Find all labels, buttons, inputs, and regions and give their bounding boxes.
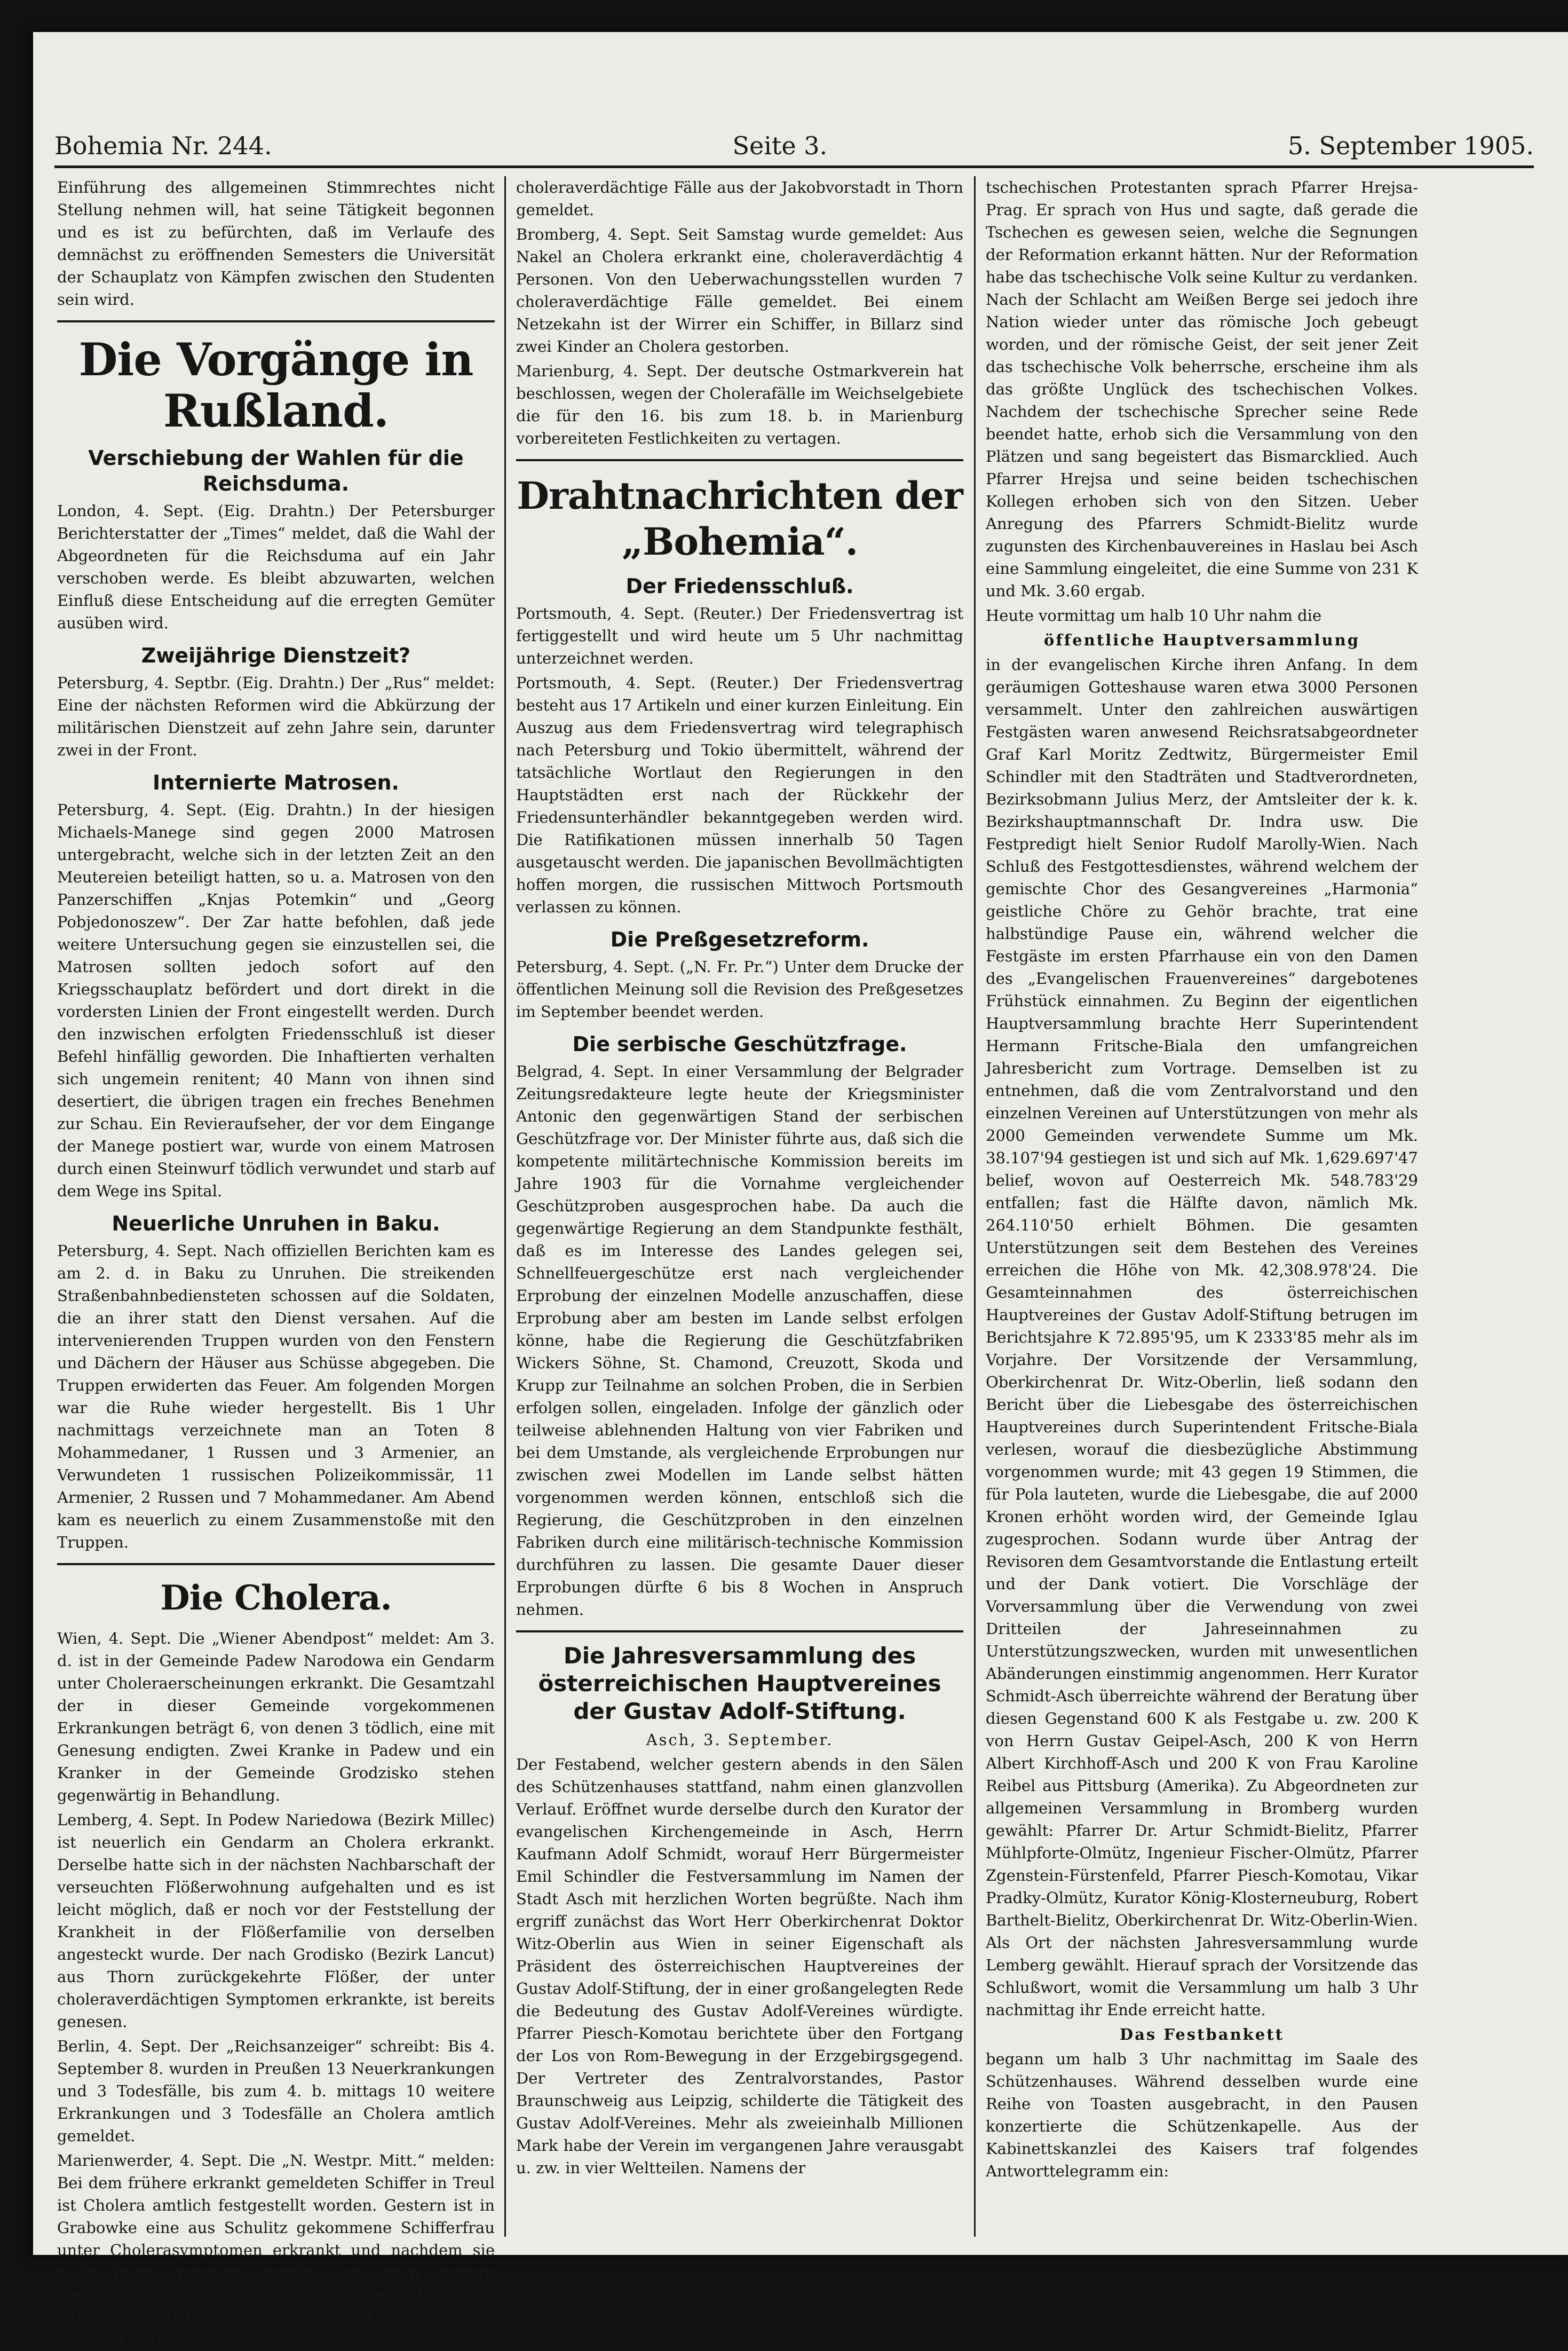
article-cholera-lemberg: Lemberg, 4. Sept. In Podew Nariedowa (Bezirk Millec) ist neuerlich ein Gendarm an Cholera erkrankt. Derselbe hatte sich in der nächsten Nachbarschaft der verseuchten Flößerwohnung aufgehalten und es ist leicht möglich, daß er noch vor der Feststellung der Krankheit in der Flößerfamilie von derselben angesteckt wurde. Der nach Grodisko (Bezirk Lancut) aus Thorn zurückgekehrte Flößer, der unter choleraverdächtigen Symptomen erkrankte, ist bereits genesen. — [57, 1811, 495, 2031]
headline-russia: Die Vorgänge in Rußland. — [78, 333, 473, 437]
article-friedensschluss-1: Portsmouth, 4. Sept. (Reuter.) Der Friedensvertrag ist fertiggestellt und wird heute um 5 Uhr nachmittag unterzeichnet werden. — [516, 604, 963, 667]
subhead-baku: Neuerliche Unruhen in Baku. — [112, 1212, 440, 1235]
section-rule — [57, 1563, 495, 1565]
article-pressgesetz: Petersburg, 4. Sept. („N. Fr. Pr.“) Unter dem Drucke der öffentlichen Meinung soll die Revision des Preßgesetzes im September beendet werden. — [516, 958, 963, 1021]
article-cont-2: Heute vormittag um halb 10 Uhr nahm die — [986, 606, 1322, 625]
article-geschuetzfrage: Belgrad, 4. Sept. In einer Versammlung der Belgrader Zeitungsredakteure legte heute der Kriegsminister Antonic den gegenwärtigen Stand der serbischen Geschützfrage vor. Der Minister führte aus, daß sich die kompetente militärtechnische Kommission bereits im Jahre 1903 für die Vornahme vergleichender Geschützproben ausgesprochen habe. Da auch die gegenwärtige Regierung an dem Standpunkte festhält, daß es im Interesse des Landes gelegen sei, Schnellfeuergeschütze erst nach vergleichender Erprobung der einzelnen Modelle anzuschaffen, diese Erprobung aber am besten im Lande selbst erfolgen könne, habe die Regierung die Geschützfabriken Wickers Söhne, St. Chamond, Creuzott, Skoda und Krupp zur Teilnahme an solchen Proben, die in Serbien erfolgen sollen, eingeladen. Infolge der gänzlich oder teilweise ablehnenden Haltung von vier Fabriken und bei dem Umstande, als vergleichende Erprobungen nur zwischen zwei Modellen im Lande selbst hätten vorgenommen werden können, entschloß sich die Regierung, die Geschützproben in den einzelnen Fabriken durch eine militärisch-technische Kommission durchführen zu lassen. Die gesamte Dauer dieser Erprobungen dürfte 6 bis 8 Wochen in Anspruch nehmen. — [516, 1062, 963, 1619]
page-header — [54, 96, 1534, 160]
article-cholera-berlin: Berlin, 4. Sept. Der „Reichsanzeiger“ schreibt: Bis 4. September 8. wurden in Preußen 13 Neuerkrankungen und 3 Todesfälle, bis zum 4. b. mittags 10 weitere Erkrankungen und 3 Todesfälle an Cholera amtlich gemeldet. — [57, 2037, 495, 2145]
article-dienstzeit: Petersburg, 4. Septbr. (Eig. Drahtn.) Der „Rus“ meldet: Eine der nächsten Reformen wird die Abkürzung der militärischen Dienstzeit auf zehn Jahre sein, darunter zwei in der Front. — [57, 674, 495, 759]
article-matrosen: Petersburg, 4. Sept. (Eig. Drahtn.) In der hiesigen Michaels-Manege sind gegen 2000 Matrosen untergebracht, welche sich in der letzten Zeit an den Meutereien beteiligt hatten, so u. a. Matrosen von den Panzerschiffen „Knjas Potemkin“ und „Georg Pobjedonoszew“. Der Zar hatte befohlen, daß jede weitere Untersuchung gegen sie einzustellen sei, die Matrosen sollten jedoch sofort auf den Kriegsschauplatz befördert und dort direkt in die vordersten Linien der Front eingestellt werden. Durch den inzwischen erfolgten Friedensschluß ist dieser Befehl hinfällig geworden. Die Inhaftierten verhalten sich ungemein renitent; 40 Mann von ihnen sind desertiert, die übrigen tragen ein freches Benehmen zur Schau. Ein Revieraufseher, der vor dem Eingange der Manege postiert war, wurde von einem Matrosen durch einen Steinwurf tödlich verwundet und starb auf dem Wege ins Spital. — [57, 801, 495, 1200]
header-date: 5. September 1905. — [1288, 131, 1534, 160]
column-divider — [504, 176, 506, 2237]
header-rule — [54, 165, 1534, 168]
article-hauptversammlung: in der evangelischen Kirche ihren Anfang. In dem geräumigen Gotteshause waren etwa 3000 Personen versammelt. Unter den zahlreichen auswärtigen Festgästen waren anwesend Reichsratsabgeordneter Graf Karl Moritz Zedtwitz, Bürgermeister Emil Schindler mit den Stadträten und Stadtverordneten, Bezirksobmann Julius Merz, der Amtsleiter der k. k. Bezirkshauptmannschaft Dr. Indra usw. Die Festpredigt hielt Senior Rudolf Marolly-Wien. Nach Schluß des Festgottesdienstes, während welchem der gemischte Chor des Gesangvereines „Harmonia“ geistliche Chöre zu Gehör brachte, trat eine halbstündige Pause ein, während welcher die Festgäste im ersten Pfarrhause ein von den Damen des „Evangelischen Frauenvereines“ dargebotenes Frühstück einnahmen. Zu Beginn der eigentlichen Hauptversammlung brachte Herr Superintendent Hermann Fritsche-Biala den umfangreichen Jahresbericht zum Vortrage. Demselben ist zu entnehmen, daß die vom Zentralvorstand und den einzelnen Vereinen auf Unterstützungen von mehr als 2000 Gemeinden verwendete Summe um Mk. 38.107'94 gestiegen ist und sich auf Mk. 1,629.697'47 belief, wovon auf Oesterreich Mk. 548.783'29 entfallen; fast die Hälfte davon, nämlich Mk. 264.110'50 erhielt Böhmen. Die gesamten Unterstützungen seit dem Bestehen des Vereines erreichen die Höhe von Mk. 42,308.978'24. Die Gesamteinnahmen des österreichischen Hauptvereines der Gustav Adolf-Stiftung betrugen im Berichtsjahre K 72.895'95, um K 2333'85 mehr als im Vorjahre. Der Vorsitzende der Versammlung, Oberkirchenrat Dr. Witz-Oberlin, ließ sodann den Bericht über die Liebesgabe des österreichischen Hauptvereines durch Superintendent Fritsche-Biala verlesen, worauf die diesbezügliche Abstimmung vorgenommen wurde; mit 43 gegen 19 Stimmen, die für Pola lauteten, wurde die Liebesgabe, die auf 2000 Kronen erhöht worden wird, der Gemeinde Iglau zugesprochen. Sodann wurde über Antrag der Revisoren dem Gesamtvorstande die Entlastung erteilt und der Dank votiert. Die Vorschläge der Vorversammlung über die Verwendung von zwei Dritteilen der Jahreseinnahmen zu Unterstützungszwecken, wurden mit unwesentlichen Abänderungen einstimmig angenommen. Herr Kurator Schmidt-Asch überreichte während der Beratung über diesen Gegenstand 600 K als Festgabe u. zw. 200 K von Herrn Gustav Geipel-Asch, 200 K von Herrn Albert Kirchhoff-Asch und 200 K von Frau Karoline Reibel aus Pittsburg (Amerika). Zu Abgeordneten zur allgemeinen Versammlung in Bromberg wurden gewählt: Pfarrer Dr. Artur Schmidt-Bielitz, Pfarrer Mühlpforte-Olmütz, Ingenieur Fischer-Olmütz, Pfarrer Zgenstein-Fürstenfeld, Pfarrer Piesch-Komotau, Vikar Pradky-Olmütz, Kurator König-Klosterneuburg, Robert Barthelt-Bielitz, Oberkirchenrat Dr. Witz-Oberlin-Wien. Als Ort der nächsten Jahresversammlung wurde Lemberg gewählt. Hierauf sprach der Vorsitzende das Schlußwort, womit die Versammlung um halb 3 Uhr nachmittag ihr Ende erreicht hatte. — [986, 656, 1418, 2019]
col1-intro: Einführung des allgemeinen Stimmrechtes nicht Stellung nehmen will, hat seine Tätigkeit begonnen und es ist zu befürchten, daß im Verlaufe des demnächst zu eröffnenden Semesters die Universität der Schauplatz von Kämpfen zwischen den Studenten sein wird. — [57, 178, 495, 309]
column-divider — [974, 176, 976, 2237]
column-2 — [516, 176, 963, 2237]
section-rule — [516, 1630, 963, 1632]
subhead-matrosen: Internierte Matrosen. — [153, 771, 399, 794]
subhead-dienstzeit: Zweijährige Dienstzeit? — [141, 644, 411, 667]
col2-intro: choleraverdächtige Fälle aus der Jakobvorstadt in Thorn gemeldet. — [516, 178, 963, 219]
article-bromberg: Bromberg, 4. Sept. Seit Samstag wurde gemeldet: Aus Nakel an Cholera erkrankt eine, choleraverdächtig 4 Personen. Von den Ueberwachungsstellen wurden 7 choleraverdächtige Fälle gemeldet. Bei einem Netzekahn ist der Wirrer ein Schiffer, in Billarz sind zwei Kinder an Cholera gestorben. — [516, 225, 963, 356]
article-duma: London, 4. Sept. (Eig. Drahtn.) Der Petersburger Berichterstatter der „Times“ meldet, daß die Wahl der Abgeordneten für die Reichsduma auf ein Jahr verschoben werde. Es bleibt abzuwarten, welchen Einfluß diese Entscheidung auf die erregten Gemüter ausüben wird. — [57, 502, 495, 632]
article-marienburg: Marienburg, 4. Sept. Der deutsche Ostmarkverein hat beschlossen, wegen der Cholerafälle im Weichselgebiete die für den 16. bis zum 18. b. in Marienburg vorbereiteten Festlichkeiten zu vertagen. — [516, 362, 963, 447]
article-friedensschluss-2: Portsmouth, 4. Sept. (Reuter.) Der Friedensvertrag besteht aus 17 Artikeln und einer kurzen Einleitung. Ein Auszug aus dem Friedensvertrag wird telegraphisch nach Petersburg und Tokio übermittelt, während der tatsächliche Wortlaut den Regierungen in den Hauptstädten erst nach der Rückkehr der Friedensunterhändler bekanntgegeben werden wird. Die Ratifikationen müssen innerhalb 50 Tagen ausgetauscht werden. Die japanischen Bevollmächtigten hoffen morgen, die russischen Mittwoch Portsmouth verlassen zu können. — [516, 674, 963, 916]
header-newspaper-issue: Bohemia Nr. 244. — [54, 131, 272, 160]
article-jahresversammlung: Der Festabend, welcher gestern abends in den Sälen des Schützenhauses stattfand, nahm einen glanzvollen Verlauf. Eröffnet wurde derselbe durch den Kurator der evangelischen Kirchengemeinde in Asch, Herrn Kaufmann Adolf Schmidt, worauf Herr Bürgermeister Emil Schindler die Festversammlung im Namen der Stadt Asch mit herzlichen Worten begrüßte. Nach ihm ergriff zunächst das Wort Herr Oberkirchenrat Doktor Witz-Oberlin aus Wien in seiner Eigenschaft als Präsident des österreichischen Hauptvereines der Gustav Adolf-Stiftung, der in einer großangelegten Rede die Bedeutung des Gustav Adolf-Vereines würdigte. Pfarrer Piesch-Komotau berichtete über den Fortgang der Los von Rom-Bewegung in der Erzgebirgsgegend. Der Vertreter des Zentralvorstandes, Pastor Braunschweig aus Leipzig, schilderte die Tätigkeit des Gustav Adolf-Vereines. Mehr als zweieinhalb Millionen Mark habe der Verein im vergangenen Jahre verausgabt u. zw. in vier Weltteilen. Namens der — [516, 1755, 963, 2177]
headline-cholera: Die Cholera. — [160, 1578, 392, 1618]
subhead-festbankett: Das Festbankett — [1119, 2025, 1285, 2044]
header-page-number: Seite 3. — [732, 131, 828, 160]
section-rule — [516, 459, 963, 461]
subhead-duma: Verschiebung der Wahlen für die Reichsduma. — [88, 446, 464, 495]
column-1 — [57, 176, 495, 2349]
article-baku: Petersburg, 4. Sept. Nach offiziellen Berichten kam es am 2. d. in Baku zu Unruhen. Die streikenden Straßenbahnbediensteten schossen auf die Soldaten, die an ihrer statt den Dienst versahen. Auf die intervenierenden Truppen wurden von den Fenstern und Dächern der Häuser aus Schüsse abgegeben. Die Truppen erwiderten das Feuer. Am folgenden Morgen war die Ruhe wieder hergestellt. Bis 1 Uhr nachmittags verzeichnete man an Toten 8 Mohammedaner, 1 Russen und 3 Armenier, an Verwundeten 1 russischen Polizeikommissär, 11 Armenier, 2 Russen und 7 Mohammedaner. Am Abend kam es neuerlich zu einem Zusammenstoße mit den Truppen. — [57, 1242, 495, 1551]
headline-jahresversammlung: Die Jahresversammlung des österreichischen Hauptvereines der Gustav Adolf-Stiftung. — [538, 1643, 941, 1724]
subhead-geschuetzfrage: Die serbische Geschützfrage. — [572, 1032, 907, 1056]
subhead-pressgesetz: Die Preßgesetzreform. — [610, 928, 869, 951]
subhead-friedensschluss: Der Friedensschluß. — [625, 574, 854, 598]
article-cholera-marienwerder: Marienwerder, 4. Sept. Die „N. Westpr. Mitt.“ melden: Bei dem frühere erkrankt gemeldeten Schiffer in Treul ist Cholera amtlich festgestellt worden. Gestern ist in Grabowke eine aus Schulitz gekommene Schifferfrau unter Cholerasymptomen erkrankt und nachdem sie nach Thorn gebracht worden war, noch gestern gestorben. In Mocker bei Thorn ist gestern abends ein 14jähriges Mädchen unter Verdacht von Cholera erkrankt. Außerdem wurden zwei — [57, 2151, 495, 2349]
article-festbankett: begann um halb 3 Uhr nachmittag im Saale des Schützenhauses. Während desselben wurde eine Reihe von Toasten ausgebracht, in den Pausen konzertierte die Schützenkapelle. Aus der Kabinettskanzlei des Kaisers traf folgendes Antworttelegramm ein: — [986, 2050, 1418, 2180]
dateline-asch: Asch, 3. September. — [646, 1731, 834, 1749]
column-3 — [986, 176, 1418, 2237]
article-cont-1: tschechischen Protestanten sprach Pfarrer Hrejsa-Prag. Er sprach von Hus und sagte, daß gerade die Tschechen es gewesen seien, welche die Segnungen der Reformation erkannt hätten. Nur der Reformation habe das tschechische Volk seine Kultur zu verdanken. Nach der Schlacht am Weißen Berge sei jedoch ihre Nation wieder unter das römische Joch gebeugt worden, und der römische Geist, der seit jener Zeit das tschechische Volk beherrsche, erscheine ihm als das größte Unglück des tschechischen Volkes. Nachdem der tschechische Sprecher seine Rede beendet hatte, erhob sich die Versammlung von den Plätzen und sang begeistert das Bismarcklied. Auch Pfarrer Hrejsa und seine beiden tschechischen Kollegen erhoben sich von den Sitzen. Ueber Anregung des Pfarrers Schmidt-Bielitz wurde zugunsten des Kirchenbauvereines in Haslau bei Asch eine Sammlung eingeleitet, die eine Summe von 231 K und Mk. 3.60 ergab. — [986, 178, 1418, 600]
section-rule — [57, 320, 495, 322]
headline-drahtnachrichten: Drahtnachrichten der „Bohemia“. — [517, 474, 963, 564]
subhead-hauptversammlung: öffentliche Hauptversammlung — [1043, 631, 1360, 649]
newspaper-page — [33, 32, 1568, 2349]
article-cholera-wien: Wien, 4. Sept. Die „Wiener Abendpost“ meldet: Am 3. d. ist in der Gemeinde Padew Narodowa ein Gendarm unter Choleraerscheinungen erkrankt. Die Gesamtzahl der in dieser Gemeinde vorgekommenen Erkrankungen beträgt 6, von denen 3 tödlich, eine mit Genesung endigten. Zwei Kranke in Padew und ein Kranker in der Gemeinde Grodzisko stehen gegenwärtig in Behandlung. — [57, 1629, 495, 1804]
